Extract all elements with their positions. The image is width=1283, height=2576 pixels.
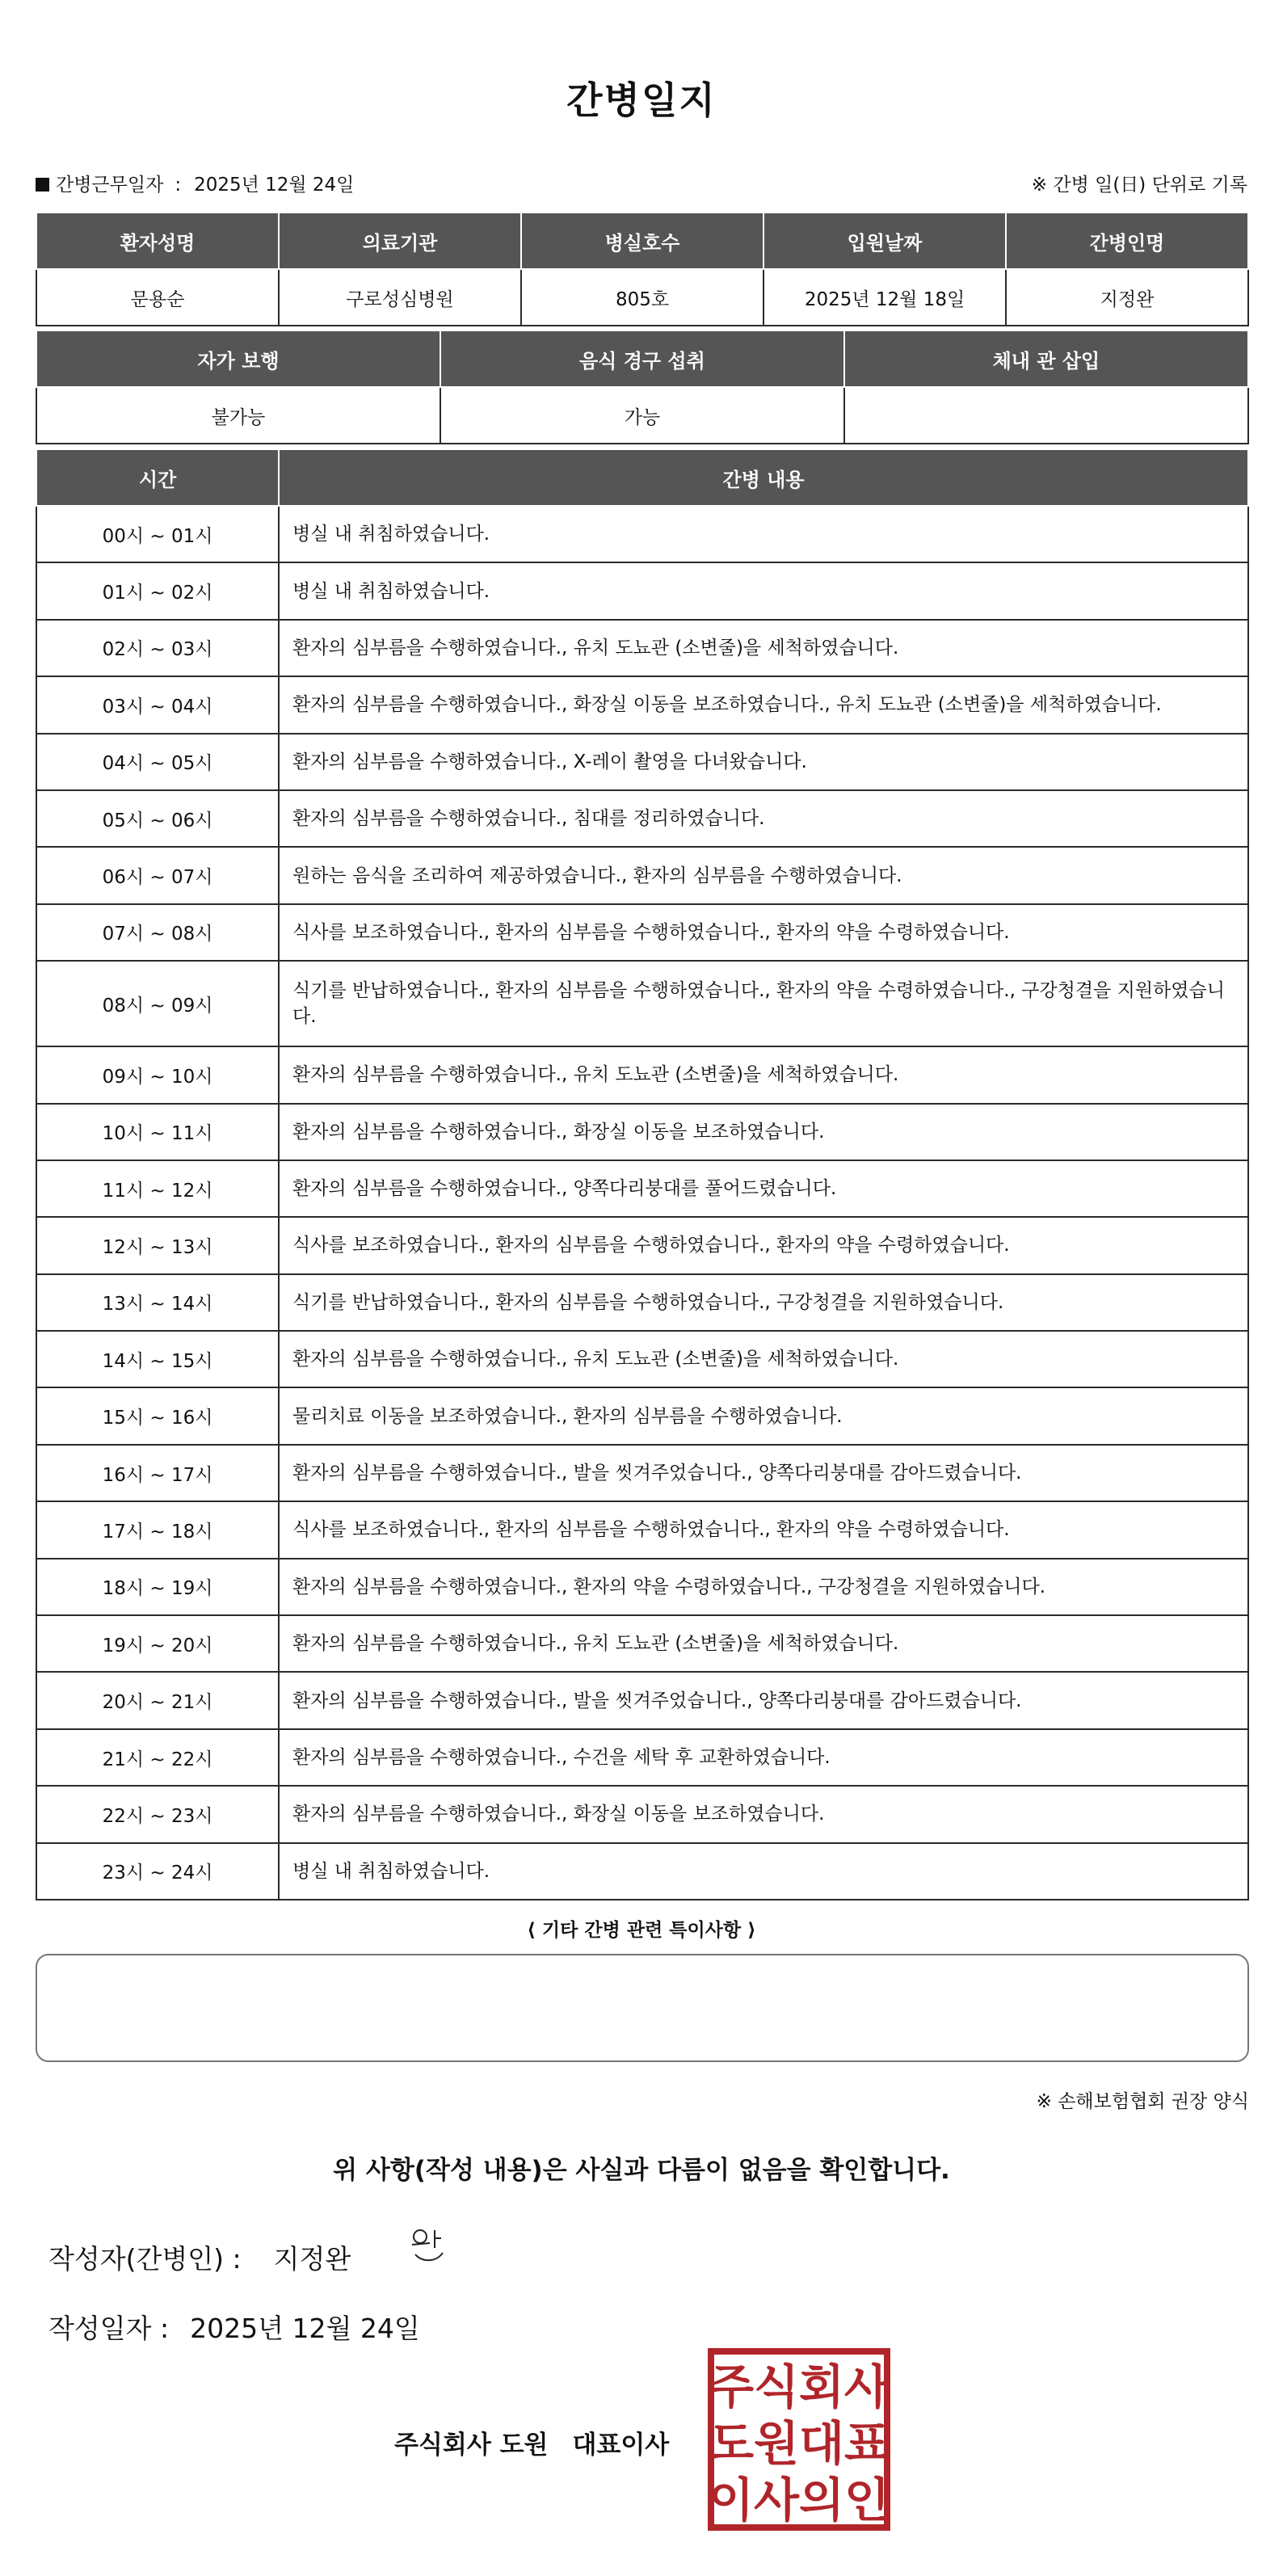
log-content: 환자의 심부름을 수행하였습니다., 화장실 이동을 보조하였습니다., 유치 도뇨관 (소변줄)을 세척하였습니다. — [279, 676, 1248, 733]
company-row — [394, 2424, 669, 2460]
log-content: 환자의 심부름을 수행하였습니다., 수건을 세탁 후 교환하였습니다. — [279, 1729, 1248, 1786]
log-time: 09시 ~ 10시 — [36, 1046, 279, 1103]
log-time: 06시 ~ 07시 — [36, 847, 279, 903]
log-time: 10시 ~ 11시 — [36, 1104, 279, 1160]
log-time: 19시 ~ 20시 — [36, 1615, 279, 1672]
log-content: 원하는 음식을 조리하여 제공하였습니다., 환자의 심부름을 수행하였습니다. — [279, 847, 1248, 903]
status-value-row — [36, 387, 1248, 444]
patient-info-table — [36, 212, 1249, 326]
care-log-table — [36, 448, 1249, 1900]
written-date-value: 2025년 12월 24일 — [190, 2313, 420, 2344]
log-row — [36, 620, 1248, 676]
log-row — [36, 1501, 1248, 1558]
log-time: 11시 ~ 12시 — [36, 1160, 279, 1217]
log-time: 05시 ~ 06시 — [36, 790, 279, 847]
log-row — [36, 1104, 1248, 1160]
form-source-note: ※ 손해보험협회 권장 양식 — [1036, 2091, 1249, 2112]
special-notes-title: ⟨ 기타 간병 관련 특이사항 ⟩ — [527, 1920, 756, 1941]
log-time: 16시 ~ 17시 — [36, 1445, 279, 1501]
work-date-value: 2025년 12월 24일 — [194, 175, 355, 196]
company-name: 주식회사 도원 — [394, 2431, 549, 2460]
log-content: 환자의 심부름을 수행하였습니다., 양쪽다리붕대를 풀어드렸습니다. — [279, 1160, 1248, 1217]
log-time: 22시 ~ 23시 — [36, 1786, 279, 1842]
log-content: 식사를 보조하였습니다., 환자의 심부름을 수행하였습니다., 환자의 약을 수령하였습니다. — [279, 1501, 1248, 1558]
confirmation-statement: 위 사항(작성 내용)은 사실과 다름이 없음을 확인합니다. — [333, 2156, 950, 2185]
header-caregiver-name: 간병인명 — [1006, 213, 1248, 269]
log-row — [36, 734, 1248, 790]
log-content: 환자의 심부름을 수행하였습니다., 화장실 이동을 보조하였습니다. — [279, 1104, 1248, 1160]
log-content: 환자의 심부름을 수행하였습니다., 침대를 정리하였습니다. — [279, 790, 1248, 847]
log-time: 15시 ~ 16시 — [36, 1387, 279, 1444]
log-content: 환자의 심부름을 수행하였습니다., 유치 도뇨관 (소변줄)을 세척하였습니다. — [279, 1615, 1248, 1672]
writer-name: 지정완 — [273, 2243, 351, 2275]
log-row — [36, 1559, 1248, 1615]
log-time: 02시 ~ 03시 — [36, 620, 279, 676]
header-admission-date: 입원날짜 — [763, 213, 1006, 269]
log-time: 18시 ~ 19시 — [36, 1559, 279, 1615]
log-content: 환자의 심부름을 수행하였습니다., 환자의 약을 수령하였습니다., 구강청결을 지원하였습니다. — [279, 1559, 1248, 1615]
log-time: 13시 ~ 14시 — [36, 1274, 279, 1331]
patient-value-row — [36, 269, 1248, 326]
log-row — [36, 676, 1248, 733]
log-time: 17시 ~ 18시 — [36, 1501, 279, 1558]
seal-line-3: 이사의인 — [708, 2473, 890, 2528]
log-content: 환자의 심부름을 수행하였습니다., X-레이 촬영을 다녀왔습니다. — [279, 734, 1248, 790]
header-self-walking: 자가 보행 — [36, 330, 440, 387]
self-walking-value: 불가능 — [36, 387, 440, 444]
log-time: 08시 ~ 09시 — [36, 961, 279, 1046]
written-date-row — [48, 2308, 420, 2346]
writer-row — [48, 2238, 351, 2276]
special-notes-box — [36, 1954, 1249, 2062]
log-row — [36, 1615, 1248, 1672]
admission-date: 2025년 12월 18일 — [763, 269, 1006, 326]
log-time: 00시 ~ 01시 — [36, 506, 279, 562]
written-date-label: 작성일자 : — [48, 2313, 170, 2344]
log-time: 23시 ~ 24시 — [36, 1843, 279, 1900]
log-row — [36, 1729, 1248, 1786]
meta-row — [36, 170, 1247, 194]
log-time: 01시 ~ 02시 — [36, 562, 279, 619]
patient-name: 문용순 — [36, 269, 279, 326]
log-rows — [36, 506, 1248, 1900]
log-row — [36, 790, 1248, 847]
log-time: 03시 ~ 04시 — [36, 676, 279, 733]
log-row — [36, 1217, 1248, 1273]
caregiver-name: 지정완 — [1006, 269, 1248, 326]
status-header-row — [36, 330, 1248, 387]
log-row — [36, 1672, 1248, 1728]
document-title: 간병일지 — [566, 78, 717, 122]
work-date-colon: : — [175, 175, 182, 196]
header-tube-insertion: 체내 관 삽입 — [844, 330, 1248, 387]
log-header-row — [36, 449, 1248, 506]
log-row — [36, 1274, 1248, 1331]
log-time: 12시 ~ 13시 — [36, 1217, 279, 1273]
log-row — [36, 562, 1248, 619]
oral-intake-value: 가능 — [440, 387, 844, 444]
header-oral-intake: 음식 경구 섭취 — [440, 330, 844, 387]
log-time: 21시 ~ 22시 — [36, 1729, 279, 1786]
hospital-name: 구로성심병원 — [279, 269, 521, 326]
log-row — [36, 847, 1248, 903]
log-content: 환자의 심부름을 수행하였습니다., 화장실 이동을 보조하였습니다. — [279, 1786, 1248, 1842]
log-content: 환자의 심부름을 수행하였습니다., 유치 도뇨관 (소변줄)을 세척하였습니다. — [279, 1331, 1248, 1387]
log-content: 환자의 심부름을 수행하였습니다., 발을 씻겨주었습니다., 양쪽다리붕대를 감아드렸습니다. — [279, 1672, 1248, 1728]
signature-image — [404, 2224, 461, 2269]
log-time: 07시 ~ 08시 — [36, 904, 279, 961]
log-row — [36, 1046, 1248, 1103]
log-content: 환자의 심부름을 수행하였습니다., 유치 도뇨관 (소변줄)을 세척하였습니다. — [279, 620, 1248, 676]
log-row — [36, 1786, 1248, 1842]
log-content: 물리치료 이동을 보조하였습니다., 환자의 심부름을 수행하였습니다. — [279, 1387, 1248, 1444]
representative-title: 대표이사 — [572, 2431, 670, 2460]
seal-line-1: 주식회사 — [708, 2359, 890, 2414]
patient-header-row — [36, 213, 1248, 269]
log-content: 병실 내 취침하였습니다. — [279, 1843, 1248, 1900]
log-content: 식사를 보조하였습니다., 환자의 심부름을 수행하였습니다., 환자의 약을 수령하였습니다. — [279, 904, 1248, 961]
tube-insertion-value — [844, 387, 1248, 444]
log-row — [36, 1445, 1248, 1501]
log-row — [36, 961, 1248, 1046]
log-content: 환자의 심부름을 수행하였습니다., 발을 씻겨주었습니다., 양쪽다리붕대를 감아드렸습니다. — [279, 1445, 1248, 1501]
header-care-content: 간병 내용 — [279, 449, 1248, 506]
log-time: 14시 ~ 15시 — [36, 1331, 279, 1387]
log-content: 병실 내 취침하였습니다. — [279, 506, 1248, 562]
log-row — [36, 1160, 1248, 1217]
log-time: 04시 ~ 05시 — [36, 734, 279, 790]
header-room-number: 병실호수 — [521, 213, 763, 269]
company-seal-stamp — [708, 2348, 890, 2531]
patient-status-table — [36, 330, 1249, 444]
header-hospital: 의료기관 — [279, 213, 521, 269]
log-row — [36, 1331, 1248, 1387]
log-time: 20시 ~ 21시 — [36, 1672, 279, 1728]
writer-label: 작성자(간병인) : — [48, 2243, 242, 2275]
square-bullet-icon — [36, 178, 49, 192]
log-row — [36, 1387, 1248, 1444]
log-content: 식기를 반납하였습니다., 환자의 심부름을 수행하였습니다., 구강청결을 지원하였습니다. — [279, 1274, 1248, 1331]
log-content: 식기를 반납하였습니다., 환자의 심부름을 수행하였습니다., 환자의 약을 수령하였습니다., 구강청결을 지원하였습니다. — [279, 961, 1248, 1046]
daily-record-note: ※ 간병 일(日) 단위로 기록 — [1031, 175, 1247, 196]
header-time: 시간 — [36, 449, 279, 506]
log-content: 병실 내 취침하였습니다. — [279, 562, 1248, 619]
log-content: 환자의 심부름을 수행하였습니다., 유치 도뇨관 (소변줄)을 세척하였습니다. — [279, 1046, 1248, 1103]
log-content: 식사를 보조하였습니다., 환자의 심부름을 수행하였습니다., 환자의 약을 수령하였습니다. — [279, 1217, 1248, 1273]
log-row — [36, 904, 1248, 961]
log-row — [36, 1843, 1248, 1900]
work-date — [36, 170, 354, 196]
room-number: 805호 — [521, 269, 763, 326]
work-date-label: 간병근무일자 — [56, 175, 164, 196]
seal-line-2: 도원대표 — [708, 2416, 890, 2471]
log-row — [36, 506, 1248, 562]
header-patient-name: 환자성명 — [36, 213, 279, 269]
